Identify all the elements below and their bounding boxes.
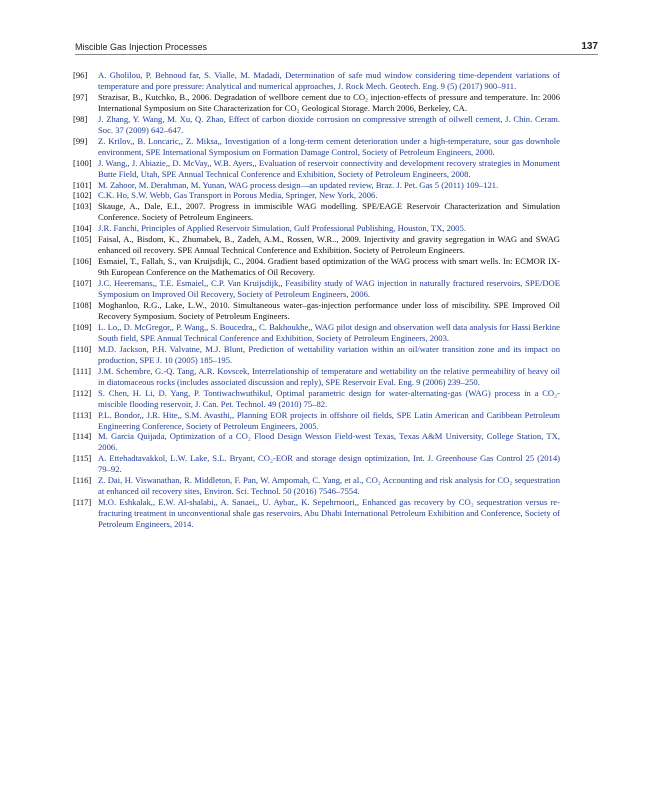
reference-link[interactable]: A. Ettehadtavakkol, L.W. Lake, S.L. Bryant, CO₂-EOR and storage design optimization, Int. J. Greenhouse Gas Control 25 (2014) 79–92.	[98, 453, 560, 475]
reference-number: [115]	[73, 453, 92, 464]
reference-item[interactable]	[73, 453, 560, 475]
running-header	[75, 41, 598, 52]
reference-item	[73, 91, 560, 114]
reference-number: [108]	[73, 300, 92, 311]
reference-link[interactable]: M.D. Jackson, P.H. Valvatne, M.J. Blunt, Prediction of wettability variation within an oil/water transition zone and its impact on production, SPE J. 10 (2005) 185–195.	[98, 343, 560, 365]
reference-item	[73, 256, 560, 278]
reference-number: [103]	[73, 201, 92, 212]
reference-link[interactable]: C.K. Ho, S.W. Webb, Gas Transport in Porous Media, Springer, New York, 2006.	[98, 190, 378, 201]
reference-link[interactable]: M. Garcia Quijada, Optimization of a CO₂ Flood Design Wesson Field-west Texas, Texas A&M University, College Station, TX, 2006.	[98, 431, 560, 453]
reference-item	[73, 300, 560, 322]
reference-item[interactable]	[73, 475, 560, 497]
reference-link[interactable]: S. Chen, H. Li, D. Yang, P. Tontiwachwuthikul, Optimal parametric design for water-alternating-gas (WAG) process in a CO₂-miscible flooding reservoir, J. Can. Pet. Technol. 49 (2010) 75–82.	[98, 387, 560, 409]
reference-text: Skauge, A., Dale, E.I., 2007. Progress in immiscible WAG modelling. SPE/EAGE Reservoir Characterization and Simulation Conference. Society of Petroleum Engineers.	[98, 201, 560, 223]
reference-number: [107]	[73, 278, 92, 289]
reference-item[interactable]	[73, 135, 560, 158]
reference-link[interactable]: M. Zahoor, M. Derahman, M. Yunan, WAG process design—an updated review, Braz. J. Pet. Gas 5 (2011) 109–121.	[98, 179, 499, 190]
reference-item[interactable]	[73, 343, 560, 366]
reference-item[interactable]	[73, 431, 560, 453]
reference-item[interactable]	[73, 70, 560, 92]
reference-number: [109]	[73, 321, 92, 332]
reference-item	[73, 234, 560, 256]
reference-link[interactable]: J. Zhang, Y. Wang, M. Xu, Q. Zhao, Effect of carbon dioxide corrosion on compressive strength of oilwell cement, J. Chin. Ceram. Soc. 37 (2009) 642–647.	[98, 113, 560, 135]
reference-list	[73, 70, 560, 530]
reference-number: [106]	[73, 256, 92, 267]
reference-number: [101]	[73, 179, 92, 190]
reference-text: Esmaiel, T., Fallah, S., van Kruijsdijk, C., 2004. Gradient based optimization of the WAG process with smart wells. In: ECMOR IX-9th European Conference on the Mathematics of Oil Recovery.	[98, 256, 560, 278]
page-number: 137	[581, 41, 598, 52]
reference-number: [117]	[73, 497, 92, 508]
reference-item[interactable]	[73, 321, 560, 344]
reference-link[interactable]: M.O. Eshkalak,, E.W. Al-shalabi,, A. Sanaei,, U. Aybar,, K. Sepehrnoori,, Enhanced gas recovery by CO₂ sequestration versus re-fracturing treatment in unconventional shale gas reservoirs, Abu Dhabi International Petroleum Exhibition and Conference, Society of Petroleum Engineers, 2014.	[98, 497, 560, 530]
reference-number: [114]	[73, 431, 92, 442]
reference-link[interactable]: J.M. Schembre, G.-Q. Tang, A.R. Kovscek, Interrelationship of temperature and wettability on the relative permeability of heavy oil in diatomaceous rocks (includes associated discussion and reply), SPE Reservoir Eval. Eng. 9 (2006) 239–250.	[98, 365, 560, 387]
reference-item[interactable]	[73, 278, 560, 300]
reference-text: Strazisar, B., Kutchko, B., 2006. Degradation of wellbore cement due to CO₂ injection-effects of pressure and temperature. In: 2006 International Symposium on Site Characterization for CO₂ Geological Storage. March 2006, Berkeley, CA.	[98, 91, 560, 113]
reference-item[interactable]	[73, 157, 560, 180]
reference-number: [98]	[73, 113, 88, 124]
reference-number: [97]	[73, 91, 88, 102]
reference-number: [104]	[73, 223, 92, 234]
reference-text: Moghanloo, R.G., Lake, L.W., 2010. Simultaneous water–gas-injection performance under loss of miscibility. SPE Improved Oil Recovery Symposium. Society of Petroleum Engineers.	[98, 300, 560, 321]
reference-text: Faisal, A., Bisdom, K., Zhumabek, B., Zadeh, A.M., Rossen, W.R.., 2009. Injectivity and gravity segregation in WAG and SWAG enhanced oil recovery. SPE Annual Technical Conference and Exhibition. Society of Petroleum Engineers.	[98, 234, 560, 256]
header-divider	[75, 54, 598, 55]
reference-link[interactable]: J.R. Fanchi, Principles of Applied Reservoir Simulation, Gulf Professional Publishing, Houston, TX, 2005.	[98, 223, 466, 234]
reference-number: [102]	[73, 190, 92, 201]
reference-link[interactable]: J. Wang,, J. Abiazie,, D. McVay,, W.B. Ayers,, Evaluation of reservoir connectivity and development recovery strategies in Monument Butte Field, Utah, SPE Annual Technical Conference and Exhibition, Society of Petroleum Engineers, 2008.	[98, 157, 560, 179]
reference-link[interactable]: L. Lo,, D. McGregor,, P. Wang,, S. Boucedra,, C. Bakhoukhe,, WAG pilot design and observation well data analysis for Hassi Berkine South field, SPE Annual Technical Conference and Exhibition, Society of Petroleum Engineers, 2003.	[98, 321, 560, 343]
reference-item[interactable]	[73, 190, 560, 201]
running-title: Miscible Gas Injection Processes	[75, 42, 208, 52]
reference-number: [112]	[73, 387, 92, 398]
reference-number: [116]	[73, 475, 92, 486]
reference-link[interactable]: Z. Krilov,, B. Loncaric,, Z. Miksa,, Investigation of a long-term cement deterioration under a high-temperature, sour gas downhole environment, SPE International Symposium on Formation Damage Control, Society of Petroleum Engineers, 2000.	[98, 135, 560, 157]
reference-link[interactable]: J.C. Heeremans,, T.E. Esmaiel,, C.P. Van Kruijsdijk,, Feasibility study of WAG injection in naturally fractured reservoirs, SPE/DOE Symposium on Improved Oil Recovery, Society of Petroleum Engineers, 2006.	[98, 278, 560, 300]
reference-number: [96]	[73, 70, 88, 80]
reference-item[interactable]	[73, 365, 560, 388]
reference-item[interactable]	[73, 113, 560, 136]
reference-item[interactable]	[73, 223, 560, 234]
reference-number: [110]	[73, 343, 92, 354]
reference-link[interactable]: P.L. Bondor,, J.R. Hite,, S.M. Avasthi,, Planning EOR projects in offshore oil fields, SPE Latin American and Caribbean Petroleum Engineering Conference, Society of Petroleum Engineers, 2005.	[98, 409, 560, 431]
reference-number: [105]	[73, 234, 92, 245]
reference-item	[73, 201, 560, 223]
reference-link[interactable]: A. Gholilou, P. Behnoud far, S. Vialle, M. Madadi, Determination of safe mud window considering time-dependent variations of temperature and pore pressure: Analytical and numerical approaches, J. Rock Mech. Geotech. Eng. 9 (5) (2017) 900–911.	[98, 70, 560, 91]
reference-link[interactable]: Z. Dai, H. Viswanathan, R. Middleton, F. Pan, W. Ampomah, C. Yang, et al., CO₂ Accounting and risk analysis for CO₂ sequestration at enhanced oil recovery sites, Environ. Sci. Technol. 50 (2016) 7546–7554.	[98, 475, 560, 497]
reference-number: [113]	[73, 409, 92, 420]
reference-number: [99]	[73, 135, 88, 146]
reference-number: [111]	[73, 365, 91, 376]
reference-item[interactable]	[73, 387, 560, 410]
reference-item[interactable]	[73, 497, 560, 530]
reference-number: [100]	[73, 157, 92, 168]
reference-item[interactable]	[73, 179, 560, 191]
reference-item[interactable]	[73, 409, 560, 432]
